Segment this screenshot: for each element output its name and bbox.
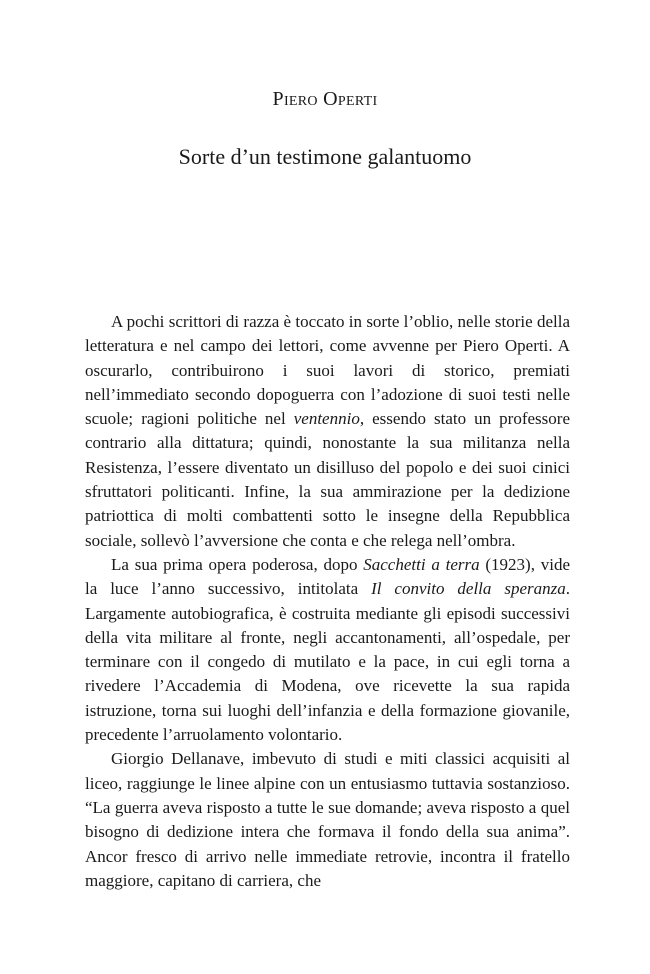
- text-run: . Largamente autobiografica, è costruita mediante gli episodi successivi della vita militare al fronte, negli accantonamenti, all’ospedale, per terminare con il congedo di mutilato e la pace, in cui egli torna a rivedere l’Accademia di Modena, ove ricevette la sua rapida istruzione, torna sui luoghi dell’infanzia e della formazione giovanile, precedente l’arruolamento volontario.: [85, 579, 570, 745]
- text-run: A pochi scrittori di razza è toccato in sorte l’oblio, nelle storie della letteratura e nel campo dei lettori, come avvenne per Piero Operti. A oscurarlo, contribuirono i suoi lavori di storico, premiati nell’immediato secondo dopoguerra con l’adozione di suoi testi nelle scuole; ragioni politiche nel: [85, 312, 570, 429]
- italic-run: Il convito della speranza: [371, 579, 566, 599]
- author-name: Piero Operti: [272, 88, 378, 110]
- italic-run: Sacchetti a terra: [363, 554, 480, 574]
- italic-run: ventennio: [293, 409, 360, 429]
- chapter-title: Sorte d’un testimone galantuomo: [178, 144, 472, 169]
- text-run: La sua prima opera poderosa, dopo: [111, 554, 364, 574]
- text-run: (1923), vide la luce l’anno successivo, intitolata: [85, 554, 570, 599]
- paragraph-1: [85, 310, 570, 553]
- body-text: [85, 310, 570, 893]
- paragraph-2: [85, 553, 570, 747]
- text-run: , essendo stato un professore contrario alla dittatura; quindi, nonostante la sua militanza nella Resistenza, l’essere diventato un disilluso del popolo e dei suoi cinici sfruttatori politicanti. Infine, la sua ammirazione per la dedizione patriottica di molti combattenti sotto le insegne della Repubblica sociale, sollevò l’avversione che conta e che relega nell’ombra.: [85, 409, 570, 550]
- text-run: Giorgio Dellanave, imbevuto di studi e miti classici acquisiti al liceo, raggiunge le linee alpine con un entusiasmo tuttavia sostanzioso. “La guerra aveva risposto a tutte le sue domande; aveva risposto a quel bisogno di dedizione intera che formava il fondo della sua anima”. Ancor fresco di arrivo nelle immediate retrovie, incontra il fratello maggiore, capitano di carriera, che: [85, 749, 570, 890]
- paragraph-3: [85, 747, 570, 893]
